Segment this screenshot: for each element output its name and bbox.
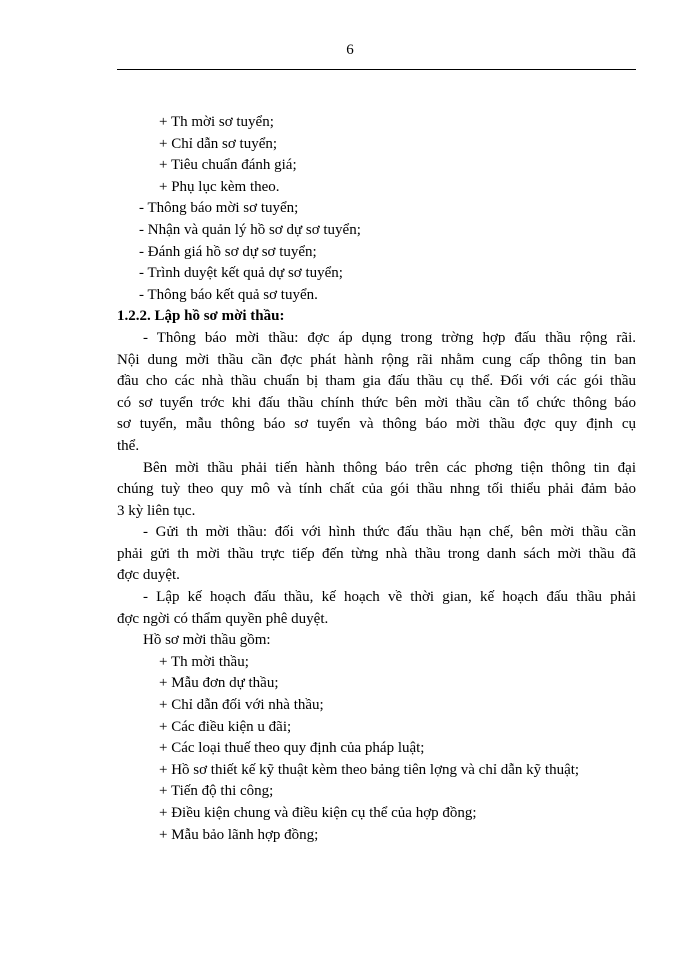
text-line: + Mẫu đơn dự thầu; [159, 675, 279, 692]
text-line: - Trình duyệt kết quả dự sơ tuyển; [139, 265, 343, 282]
text-line: Hồ sơ mời thầu gồm: [143, 632, 271, 649]
text-line: thể. [117, 437, 140, 454]
text-line: + Tiến độ thi công; [159, 783, 274, 800]
text-line: Bên mời thầu phải tiến hành thông báo trên các phơng tiện thông tin đại [143, 459, 636, 476]
text-line: - Thông báo mời sơ tuyển; [139, 200, 299, 217]
text-line: phải gửi th mời thầu trực tiếp đến từng nhà thầu trong danh sách mời thầu đã [117, 545, 636, 562]
text-line: sơ tuyển, mẫu thông báo sơ tuyển và thông báo mời thầu đợc quy định cụ [117, 416, 636, 433]
text-line: - Nhận và quản lý hồ sơ dự sơ tuyển; [139, 221, 361, 238]
text-line: 3 kỳ liên tục. [117, 502, 196, 519]
text-line: đợc duyệt. [117, 567, 180, 584]
text-line: + Các loại thuế theo quy định của pháp luật; [159, 740, 425, 757]
text-line: đầu cho các nhà thầu chuẩn bị tham gia đấu thầu cụ thể. Đối với các gói thầu [117, 373, 636, 390]
text-line: + Mẫu bảo lãnh hợp đồng; [159, 826, 319, 843]
page-number: 6 [346, 42, 354, 58]
text-line: + Chỉ dẫn đối với nhà thầu; [159, 697, 324, 714]
text-line: + Th mời sơ tuyển; [159, 114, 274, 130]
text-line: + Tiêu chuẩn đánh giá; [159, 157, 297, 174]
section-heading: 1.2.2. Lập hồ sơ mời thầu: [117, 308, 285, 325]
text-line: - Thông báo mời thầu: đợc áp dụng trong trờng hợp đấu thầu rộng rãi. [143, 329, 636, 346]
text-line: + Phụ lục kèm theo. [159, 178, 280, 195]
text-line: Nội dung mời thầu cần đợc phát hành rộng rãi nhằm cung cấp thông tin ban [117, 351, 636, 368]
text-line: + Hồ sơ thiết kế kỹ thuật kèm theo bảng tiên lợng và chỉ dẫn kỹ thuật; [159, 761, 580, 778]
text-line: có sơ tuyển trớc khi đấu thầu chính thức bên mời thầu cần tổ chức thông báo [117, 394, 636, 411]
text-line: + Chỉ dẫn sơ tuyển; [159, 135, 278, 152]
text-line: chúng tuỳ theo quy mô và tính chất của gói thầu nhng tối thiểu phải đảm bảo [117, 481, 636, 498]
text-line: + Th mời thầu; [159, 653, 249, 670]
text-line: đợc ngời có thẩm quyền phê duyệt. [117, 610, 329, 627]
document-body [117, 112, 636, 846]
text-line: - Gửi th mời thầu: đối với hình thức đấu thầu hạn chế, bên mời thầu cần [143, 524, 636, 541]
text-line: - Lập kế hoạch đấu thầu, kế hoạch về thời gian, kế hoạch đấu thầu phải [143, 589, 636, 606]
text-line: + Điều kiện chung và điều kiện cụ thể của hợp đồng; [159, 805, 477, 821]
text-line: + Các điều kiện u đãi; [159, 718, 292, 735]
header-rule [117, 69, 636, 70]
text-line: - Thông báo kết quả sơ tuyển. [139, 286, 318, 303]
text-line: - Đánh giá hồ sơ dự sơ tuyển; [139, 243, 317, 260]
